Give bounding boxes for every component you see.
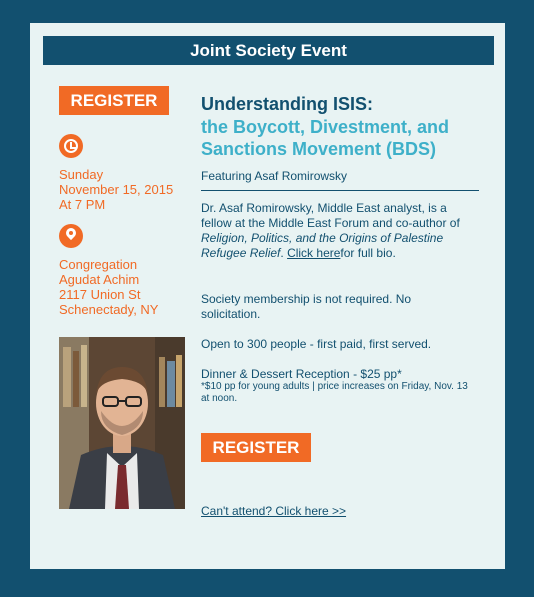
venue-line-2: Agudat Achim [59, 272, 140, 287]
event-header: Joint Society Event [43, 36, 494, 65]
cant-attend-link[interactable]: Can't attend? Click here >> [201, 504, 347, 518]
dinner-price: Dinner & Dessert Reception - $25 pp* [201, 367, 402, 381]
clock-icon [59, 134, 83, 158]
bio-text-1: Dr. Asaf Romirowsky, Middle East analyst, is a fellow at the Middle East Forum and co-author of [201, 201, 460, 230]
bio-text-2: . [280, 246, 288, 260]
talk-title-line-1: Understanding ISIS: [201, 94, 374, 114]
event-location [59, 257, 158, 317]
event-day: Sunday [59, 167, 104, 182]
speaker-photo-image [59, 337, 185, 509]
event-datetime [59, 167, 173, 212]
talk-title-line-2: the Boycott, Divestment, and Sanctions Movement (BDS) [201, 117, 450, 159]
membership-note: Society membership is not required. No solicitation. [201, 292, 412, 321]
capacity-note: Open to 300 people - first paid, first served. [201, 337, 432, 351]
price-footnote: *$10 pp for young adults | price increases on Friday, Nov. 13 at noon. [201, 381, 468, 404]
cant-attend [201, 504, 471, 519]
speaker-photo [59, 337, 185, 509]
register-button-bottom[interactable]: REGISTER [201, 433, 311, 462]
register-button-top[interactable]: REGISTER [59, 86, 169, 115]
venue-address: 2117 Union St [59, 287, 141, 302]
featuring-speaker: Featuring Asaf Romirowsky [201, 169, 348, 183]
divider [201, 190, 479, 191]
event-card [30, 23, 505, 569]
venue-city: Schenectady, NY [59, 302, 159, 317]
event-date: November 15, 2015 [59, 182, 174, 197]
speaker-bio [201, 201, 471, 261]
bio-text-3: for full bio. [340, 246, 396, 260]
venue-line-1: Congregation [59, 257, 138, 272]
full-bio-link[interactable]: Click here [287, 246, 341, 260]
bio-book-title: Religion, Politics, and the Origins of Palestine Refugee Relief [201, 231, 444, 260]
location-pin-icon [59, 224, 83, 248]
event-time: At 7 PM [59, 197, 106, 212]
